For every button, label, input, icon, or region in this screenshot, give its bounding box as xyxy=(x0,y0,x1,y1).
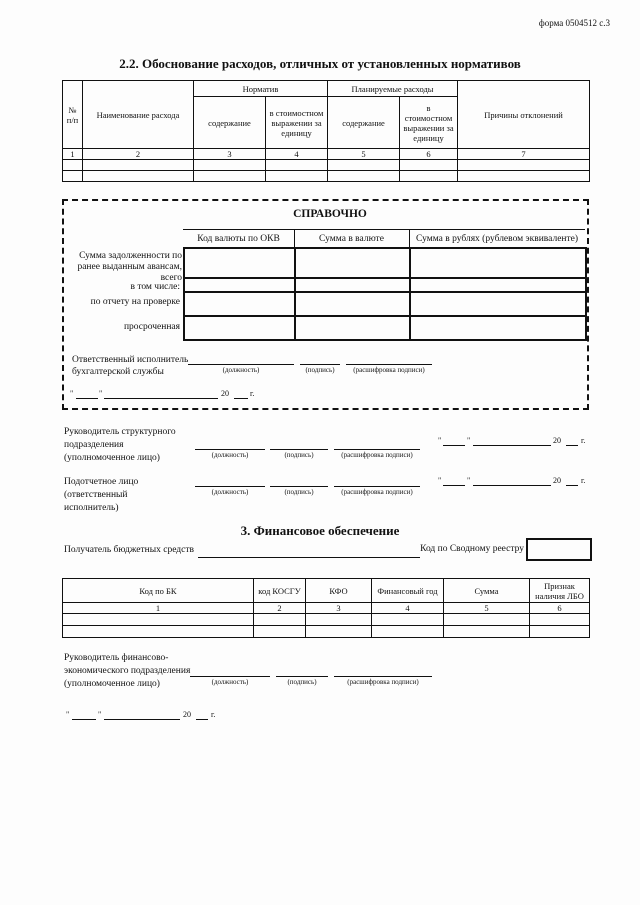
signature-line[interactable] xyxy=(270,486,328,487)
decode-line[interactable] xyxy=(334,449,420,450)
caption-decode: (расшифровка подписи) xyxy=(341,451,413,459)
caption-position: (должность) xyxy=(211,451,249,459)
col-lbo-header: Признак наличия ЛБО xyxy=(530,579,590,603)
position-line[interactable] xyxy=(195,486,265,487)
caption-signature: (подпись) xyxy=(287,678,317,686)
colnum-cell: 4 xyxy=(266,149,328,160)
decode-line[interactable] xyxy=(334,486,420,487)
row-debt-label: Сумма задолженности по ранее выданным авансам, всего xyxy=(77,251,182,283)
row-audit-label: по отчету на проверке xyxy=(90,297,180,307)
caption-decode: (расшифровка подписи) xyxy=(341,488,413,496)
section-22-title: 2.2. Обоснование расходов, отличных от установленных нормативов xyxy=(119,56,521,71)
reasons-header: Причины отклонений xyxy=(458,81,590,149)
section-3-title: 3. Финансовое обеспечение xyxy=(240,523,400,538)
caption-decode: (расшифровка подписи) xyxy=(347,678,419,686)
deviation-table xyxy=(62,80,590,182)
position-line[interactable] xyxy=(195,449,265,450)
registry-code-box[interactable] xyxy=(526,538,592,561)
signature-line[interactable] xyxy=(300,364,340,365)
row-overdue-label: просроченная xyxy=(123,322,180,332)
finance-table xyxy=(62,578,590,638)
col-name-header: Наименование расхода xyxy=(83,81,194,149)
colnum-cell: 4 xyxy=(372,603,444,614)
decode-line[interactable] xyxy=(334,676,432,677)
col-kfo-header: КФО xyxy=(306,579,372,603)
col-year-header: Финансовый год xyxy=(372,579,444,603)
colnum-cell: 3 xyxy=(306,603,372,614)
finhead-signer-label: Руководитель финансово-экономического подразделения (уполномоченное лицо) xyxy=(64,653,191,689)
decode-line[interactable] xyxy=(346,364,432,365)
planned-cost-header: в стоимостном выражении за единицу xyxy=(400,97,458,149)
recipient-line[interactable] xyxy=(198,557,420,558)
colnum-cell: 6 xyxy=(530,603,590,614)
caption-signature: (подпись) xyxy=(284,451,314,459)
planned-content-header: содержание xyxy=(328,97,400,149)
reference-table xyxy=(183,247,587,341)
colnum-cell: 2 xyxy=(254,603,306,614)
colnum-cell: 3 xyxy=(194,149,266,160)
normative-content-header: содержание xyxy=(194,97,266,149)
position-line[interactable] xyxy=(190,676,270,677)
col-kosgu-header: код КОСГУ xyxy=(254,579,306,603)
accountant-signer-label: Ответственный исполнитель бухгалтерской службы xyxy=(72,355,189,377)
table-row xyxy=(63,626,590,638)
recipient-label: Получатель бюджетных средств xyxy=(64,545,194,555)
colnum-cell: 6 xyxy=(400,149,458,160)
signature-line[interactable] xyxy=(276,676,328,677)
caption-position: (должность) xyxy=(222,366,260,374)
table-row xyxy=(63,171,590,182)
colnum-cell: 2 xyxy=(83,149,194,160)
planned-header: Планируемые расходы xyxy=(328,81,458,97)
colnum-cell: 1 xyxy=(63,603,254,614)
col-rub-header: Сумма в рублях (рублевом эквиваленте) xyxy=(415,234,579,244)
form-code: форма 0504512 с.3 xyxy=(538,18,610,28)
reference-title: СПРАВОЧНО xyxy=(293,208,367,220)
row-including-label: в том числе: xyxy=(130,282,180,292)
colnum-cell: 5 xyxy=(444,603,530,614)
signature-line[interactable] xyxy=(270,449,328,450)
table-row xyxy=(63,160,590,171)
caption-decode: (расшифровка подписи) xyxy=(353,366,425,374)
col-currency-header: Сумма в валюте xyxy=(319,234,384,244)
accountable-signer-label: Подотчетное лицо (ответственный исполнитель) xyxy=(64,477,139,513)
position-line[interactable] xyxy=(188,364,294,365)
colnum-cell: 5 xyxy=(328,149,400,160)
caption-signature: (подпись) xyxy=(305,366,335,374)
normative-header: Норматив xyxy=(194,81,328,97)
normative-cost-header: в стоимостном выражении за единицу xyxy=(266,97,328,149)
col-okv-header: Код валюты по ОКВ xyxy=(197,234,280,244)
col-sum-header: Сумма xyxy=(444,579,530,603)
col-num-header: № п/п xyxy=(63,81,83,149)
colnum-cell: 1 xyxy=(63,149,83,160)
caption-position: (должность) xyxy=(211,678,249,686)
table-row xyxy=(63,614,590,626)
head-signer-label: Руководитель структурного подразделения (уполномоченное лицо) xyxy=(64,427,176,463)
col-bk-header: Код по БК xyxy=(63,579,254,603)
registry-label: Код по Сводному реестру xyxy=(420,544,524,554)
colnum-cell: 7 xyxy=(458,149,590,160)
caption-signature: (подпись) xyxy=(284,488,314,496)
caption-position: (должность) xyxy=(211,488,249,496)
